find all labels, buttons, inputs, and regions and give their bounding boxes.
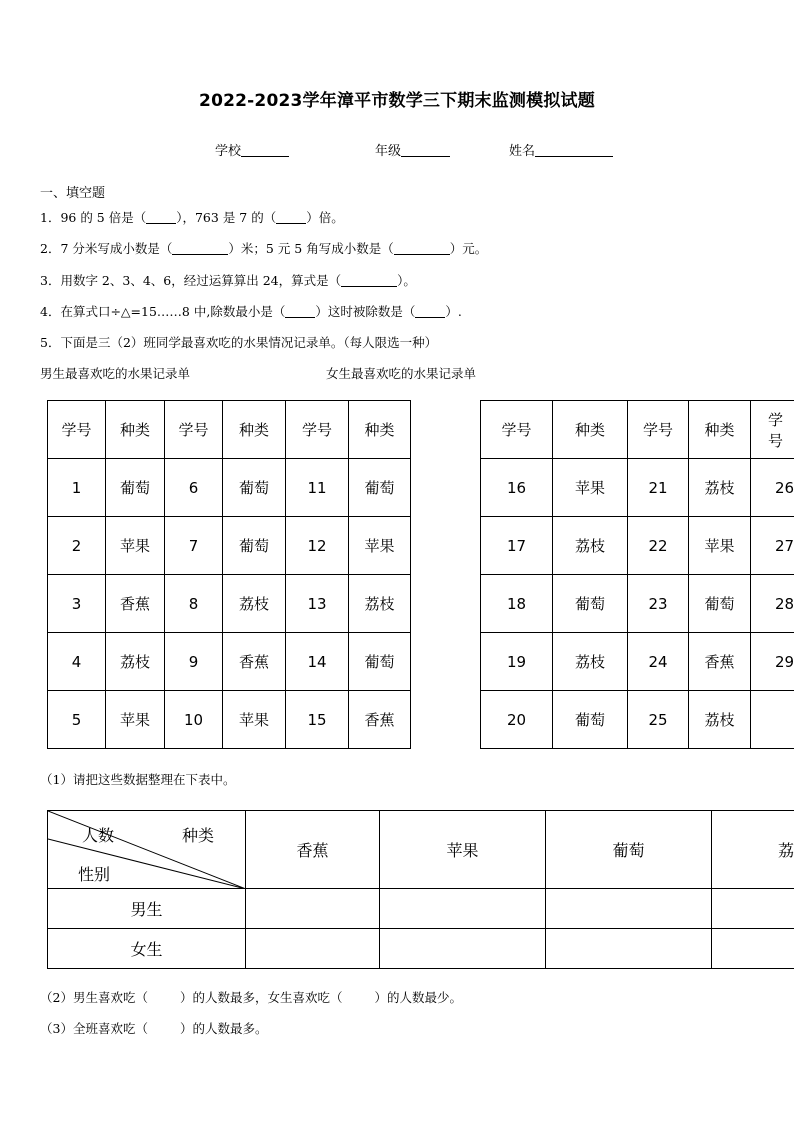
table-cell: 香蕉 [689, 633, 751, 691]
table-cell: 4 [48, 633, 106, 691]
table-row [481, 459, 794, 517]
table-cell: 葡萄 [223, 459, 286, 517]
summary-row-girls [48, 929, 794, 969]
q1-blank-1[interactable] [146, 211, 176, 224]
header-cell: 学号 [286, 401, 349, 459]
table-cell: 5 [48, 691, 106, 749]
q4-blank-2[interactable] [415, 305, 445, 318]
table-cell: 苹果 [689, 517, 751, 575]
table-cell: 苹果 [106, 691, 165, 749]
table-cell: 葡萄 [689, 575, 751, 633]
table-cell: 3 [48, 575, 106, 633]
table-cell: 13 [286, 575, 349, 633]
q3-part-b: ）。 [397, 273, 416, 288]
header-cell: 学号 [165, 401, 223, 459]
corner-gender-label: 性别 [78, 865, 111, 884]
table-cell: 苹果 [106, 517, 165, 575]
grade-field [375, 140, 450, 159]
table-cell: 香蕉 [349, 691, 411, 749]
summary-table [47, 810, 794, 969]
table-cell: 26 [751, 459, 794, 517]
q4-part-b: ）这时被除数是（ [315, 304, 416, 319]
name-blank[interactable] [535, 143, 613, 157]
sub-question-3 [40, 1019, 267, 1037]
table-cell: 28 [751, 575, 794, 633]
table-cell: 8 [165, 575, 223, 633]
section-heading: 一、填空题 [40, 186, 106, 201]
table-row [481, 633, 794, 691]
header-cell: 种类 [349, 401, 411, 459]
table-cell: 9 [165, 633, 223, 691]
table-cell: 23 [628, 575, 689, 633]
answer-cell[interactable] [380, 889, 546, 929]
page-title: 2022-2023学年漳平市数学三下期末监测模拟试题 [199, 91, 595, 111]
fruit-header-banana: 香蕉 [246, 811, 380, 889]
table-cell: 6 [165, 459, 223, 517]
table-row [481, 517, 794, 575]
summary-header-row [48, 811, 794, 889]
sub-question-2 [40, 988, 462, 1006]
header-cell: 学号 [628, 401, 689, 459]
header-cell: 种类 [553, 401, 628, 459]
table-cell: 荔枝 [106, 633, 165, 691]
row-label-girls: 女生 [48, 929, 246, 969]
table-cell: 19 [481, 633, 553, 691]
table-cell: 24 [628, 633, 689, 691]
row-label-boys: 男生 [48, 889, 246, 929]
table-cell [751, 691, 794, 749]
boys-record-table [47, 400, 411, 749]
table-row [48, 691, 411, 749]
header-cell: 种类 [223, 401, 286, 459]
sub2-part-c: ）的人数最少。 [374, 990, 462, 1005]
answer-cell[interactable] [712, 889, 794, 929]
table-header-row [481, 401, 794, 459]
table-cell: 1 [48, 459, 106, 517]
question-1 [40, 208, 344, 226]
question-3 [40, 271, 416, 289]
grade-label: 年级 [375, 144, 402, 159]
table-cell: 荔枝 [689, 691, 751, 749]
corner-count-label: 人数 [82, 826, 115, 845]
table-cell: 苹果 [223, 691, 286, 749]
table-cell: 荔枝 [553, 517, 628, 575]
table-cell: 葡萄 [553, 691, 628, 749]
table-cell: 10 [165, 691, 223, 749]
answer-cell[interactable] [246, 929, 380, 969]
table-row [481, 691, 794, 749]
table-cell: 苹果 [349, 517, 411, 575]
summary-row-boys [48, 889, 794, 929]
girls-table-caption: 女生最喜欢吃的水果记录单 [326, 366, 477, 381]
q2-blank-1[interactable] [172, 242, 228, 255]
sub3-part-b: ）的人数最多。 [179, 1021, 268, 1036]
table-cell: 葡萄 [349, 633, 411, 691]
q4-blank-1[interactable] [285, 305, 315, 318]
q2-blank-2[interactable] [394, 242, 450, 255]
table-cell: 12 [286, 517, 349, 575]
q1-part-a: 1．96 的 5 倍是（ [40, 210, 147, 225]
table-cell: 18 [481, 575, 553, 633]
table-cell: 27 [751, 517, 794, 575]
table-cell: 荔枝 [223, 575, 286, 633]
table-row [481, 575, 794, 633]
header-cell: 学号 [48, 401, 106, 459]
answer-cell[interactable] [546, 889, 712, 929]
fruit-header-apple: 苹果 [380, 811, 546, 889]
question-2 [40, 239, 487, 257]
grade-blank[interactable] [401, 143, 450, 157]
table-cell: 葡萄 [349, 459, 411, 517]
header-cell: 种类 [689, 401, 751, 459]
table-cell: 葡萄 [223, 517, 286, 575]
table-cell: 荔枝 [349, 575, 411, 633]
question-5: 5．下面是三（2）班同学最喜欢吃的水果情况记录单。（每人限选一种） [40, 335, 438, 350]
corner-kind-label: 种类 [182, 826, 215, 845]
table-cell: 7 [165, 517, 223, 575]
table-cell: 香蕉 [223, 633, 286, 691]
table-row [48, 633, 411, 691]
table-row [48, 459, 411, 517]
table-cell: 14 [286, 633, 349, 691]
q1-part-c: ）倍。 [306, 210, 344, 225]
table-cell: 21 [628, 459, 689, 517]
table-row [48, 517, 411, 575]
table-cell: 荔枝 [553, 633, 628, 691]
q2-part-b: ）米；5 元 5 角写成小数是（ [228, 241, 394, 256]
header-cell: 学号 [751, 401, 794, 459]
q1-blank-2[interactable] [276, 211, 306, 224]
q3-blank-1[interactable] [341, 274, 397, 287]
table-cell: 16 [481, 459, 553, 517]
sub3-part-a: （3）全班喜欢吃（ [40, 1021, 148, 1036]
table-cell: 香蕉 [106, 575, 165, 633]
question-4 [40, 302, 462, 320]
table-cell: 22 [628, 517, 689, 575]
header-cell: 学号 [481, 401, 553, 459]
fruit-header-grape: 葡萄 [546, 811, 712, 889]
q1-part-b: ），763 是 7 的（ [176, 210, 277, 225]
table-cell: 15 [286, 691, 349, 749]
header-cell: 种类 [106, 401, 165, 459]
name-field [509, 140, 613, 159]
table-cell: 17 [481, 517, 553, 575]
diagonal-header-cell [48, 811, 246, 889]
table-header-row [48, 401, 411, 459]
table-row [48, 575, 411, 633]
table-cell: 11 [286, 459, 349, 517]
school-field [215, 140, 289, 159]
table-cell: 苹果 [553, 459, 628, 517]
name-label: 姓名 [509, 144, 536, 159]
table-cell: 25 [628, 691, 689, 749]
answer-cell[interactable] [380, 929, 546, 969]
sub2-part-a: （2）男生喜欢吃（ [40, 990, 148, 1005]
table-cell: 葡萄 [553, 575, 628, 633]
q4-part-a: 4．在算式口÷△=15……8 中,除数最小是（ [40, 304, 286, 319]
table-cell: 20 [481, 691, 553, 749]
answer-cell[interactable] [546, 929, 712, 969]
sub2-part-b: ）的人数最多，女生喜欢吃（ [179, 990, 343, 1005]
table-cell: 2 [48, 517, 106, 575]
answer-cell[interactable] [246, 889, 380, 929]
table-cell: 葡萄 [106, 459, 165, 517]
school-blank[interactable] [241, 143, 289, 157]
q2-part-a: 2．7 分米写成小数是（ [40, 241, 173, 256]
fruit-header-lychee: 荔 [712, 811, 794, 889]
q3-part-a: 3．用数字 2、3、4、6，经过运算算出 24，算式是（ [40, 273, 342, 288]
boys-table-caption: 男生最喜欢吃的水果记录单 [40, 366, 191, 381]
q2-part-c: ）元。 [449, 241, 488, 256]
school-label: 学校 [215, 144, 242, 159]
girls-record-table [480, 400, 794, 749]
table-cell: 29 [751, 633, 794, 691]
table-cell: 荔枝 [689, 459, 751, 517]
q4-part-c: ）. [445, 304, 462, 319]
sub-question-1: （1）请把这些数据整理在下表中。 [40, 772, 236, 787]
answer-cell[interactable] [712, 929, 794, 969]
